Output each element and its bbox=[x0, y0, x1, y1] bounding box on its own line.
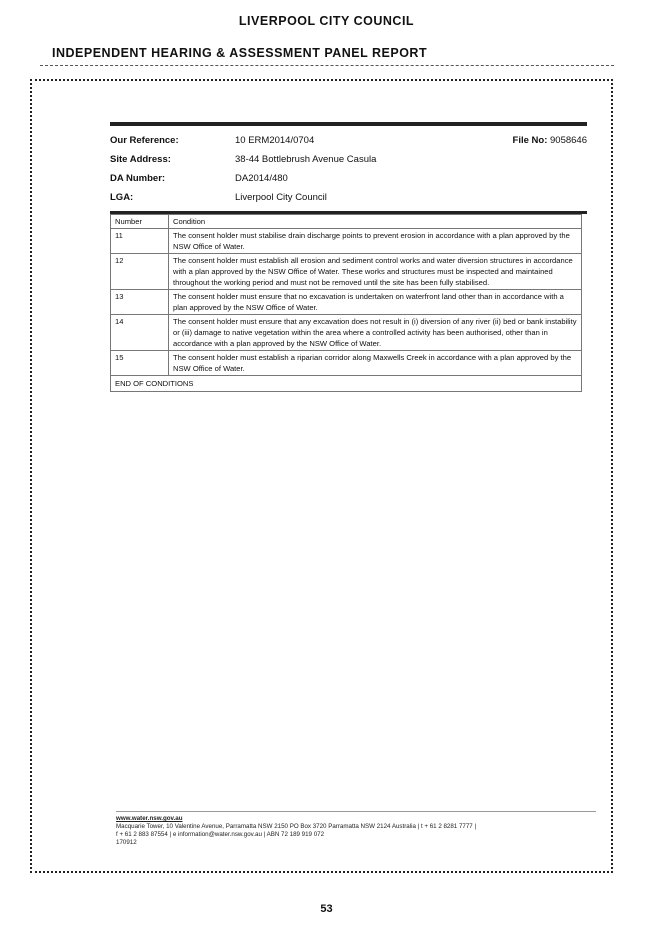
report-title: INDEPENDENT HEARING & ASSESSMENT PANEL REPORT bbox=[52, 46, 428, 60]
letter-content bbox=[110, 122, 587, 392]
council-title: LIVERPOOL CITY COUNCIL bbox=[238, 14, 415, 28]
end-of-conditions: END OF CONDITIONS bbox=[111, 376, 582, 392]
condition-text: The consent holder must establish all erosion and sediment control works and water diversion structures in accordance with a plan approved by the NSW Office of Water. These works and structures must be inspected and maintained throughout the working period and must not be removed until the site has been fully stabilised. bbox=[169, 254, 582, 290]
title-divider bbox=[40, 65, 614, 66]
da-number-value: DA2014/480 bbox=[235, 173, 288, 184]
page-number: 53 bbox=[320, 903, 333, 915]
lga-value: Liverpool City Council bbox=[235, 192, 327, 203]
table-row bbox=[111, 351, 582, 376]
condition-number: 15 bbox=[111, 351, 169, 376]
table-header-row bbox=[111, 215, 582, 229]
footer-url[interactable]: www.water.nsw.gov.au bbox=[116, 815, 183, 822]
site-address-row bbox=[110, 150, 587, 169]
our-reference-value: 10 ERM2014/0704 bbox=[235, 135, 315, 146]
condition-number: 12 bbox=[111, 254, 169, 290]
da-number-row bbox=[110, 169, 587, 188]
file-no-label: File No: bbox=[512, 135, 548, 146]
site-address-value: 38-44 Bottlebrush Avenue Casula bbox=[235, 154, 377, 165]
lga-label: LGA: bbox=[110, 192, 134, 203]
table-row bbox=[111, 290, 582, 315]
condition-number: 11 bbox=[111, 229, 169, 254]
file-no-value: 9058646 bbox=[550, 135, 587, 146]
condition-text: The consent holder must ensure that no excavation is undertaken on waterfront land other than in accordance with a plan approved by the NSW Office of Water. bbox=[169, 290, 582, 315]
conditions-table bbox=[110, 214, 582, 392]
condition-number: 13 bbox=[111, 290, 169, 315]
header-number: Number bbox=[111, 215, 169, 229]
condition-text: The consent holder must stabilise drain discharge points to prevent erosion in accordance with a plan approved by the NSW Office of Water. bbox=[169, 229, 582, 254]
letter-footer bbox=[116, 815, 596, 847]
file-number bbox=[472, 135, 587, 146]
condition-text: The consent holder must establish a riparian corridor along Maxwells Creek in accordance with a plan approved by the NSW Office of Water. bbox=[169, 351, 582, 376]
our-reference-label: Our Reference: bbox=[110, 135, 179, 146]
condition-number: 14 bbox=[111, 315, 169, 351]
table-row bbox=[111, 315, 582, 351]
end-row bbox=[111, 376, 582, 392]
footer-rule bbox=[116, 811, 596, 812]
our-reference-row bbox=[110, 131, 587, 150]
da-number-label: DA Number: bbox=[110, 173, 166, 184]
top-rule bbox=[110, 122, 587, 126]
condition-text: The consent holder must ensure that any excavation does not result in (i) diversion of any river (ii) bed or bank instability or (iii) damage to native vegetation within the area where a controlled activity has been authorised, other than in accordance with a plan approved by the NSW Office of Water. bbox=[169, 315, 582, 351]
header-condition: Condition bbox=[169, 215, 582, 229]
lga-row bbox=[110, 188, 587, 207]
footer-contact: f + 61 2 883 87554 | e information@water.nsw.gov.au | ABN 72 189 919 072 bbox=[116, 831, 325, 838]
site-address-label: Site Address: bbox=[110, 154, 171, 165]
table-row bbox=[111, 254, 582, 290]
table-row bbox=[111, 229, 582, 254]
footer-address: Macquarie Tower, 10 Valentine Avenue, Parramatta NSW 2150 PO Box 3720 Parramatta NSW 2124 Australia | t + 61 2 8281 7777 | bbox=[116, 823, 477, 830]
footer-code: 170912 bbox=[116, 839, 137, 846]
